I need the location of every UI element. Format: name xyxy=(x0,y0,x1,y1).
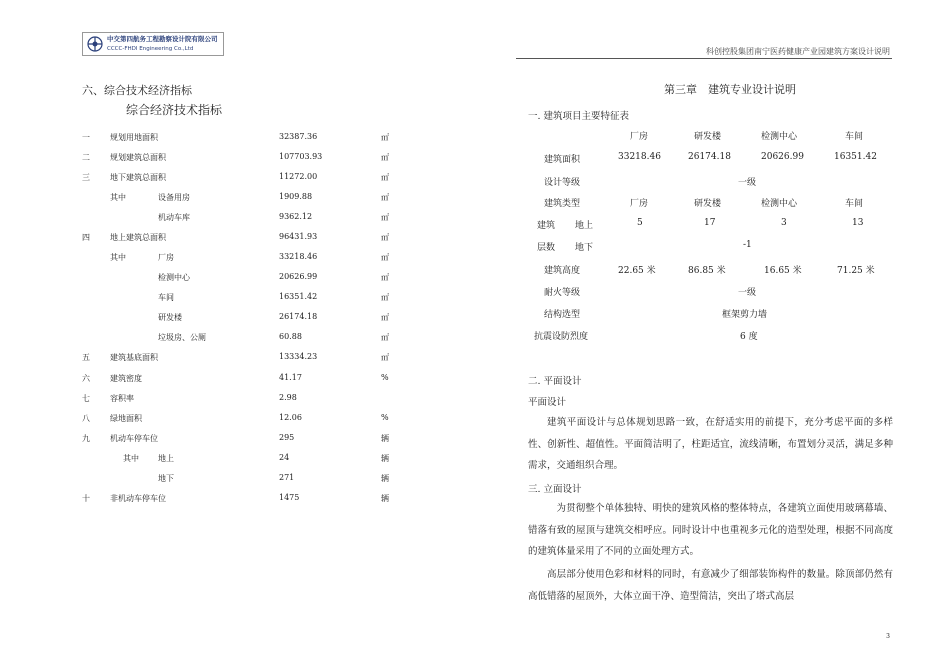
row-unit: ㎡ xyxy=(381,173,389,182)
row-value: 107703.93 xyxy=(279,152,323,161)
row-value: 96431.93 xyxy=(279,232,318,241)
row-number: 五 xyxy=(82,353,90,362)
row-value: 33218.46 xyxy=(279,252,318,261)
row-unit: ㎡ xyxy=(381,333,389,342)
elevation-paragraph-1: 为贯彻整个单体独特、明快的建筑风格的整体特点，各建筑立面使用玻璃幕墙、错落有致的屋顶与建筑交相呼应。同时设计中也重视多元化的造型处理，根据不同高度的建筑体量采用了不同的立面处理方式。 xyxy=(528,503,893,557)
table-row xyxy=(0,433,475,449)
row-name: 垃圾房、公厕 xyxy=(158,333,206,342)
cell-value: 一级 xyxy=(738,178,757,188)
row-number: 十 xyxy=(82,494,90,503)
cell-value: 研发楼 xyxy=(694,199,722,209)
table-row xyxy=(0,312,475,328)
row-value: 295 xyxy=(279,433,295,442)
row-name: 研发楼 xyxy=(158,313,182,322)
row-value: 24 xyxy=(279,453,290,462)
row-value: 12.06 xyxy=(279,413,302,422)
row-name: 机动车库 xyxy=(158,213,190,222)
table-row xyxy=(0,292,475,308)
row-label: 地上 xyxy=(575,221,594,231)
cell-value: 33218.46 xyxy=(618,152,661,162)
row-name: 地下 xyxy=(158,474,174,483)
cell-value: 71.25 米 xyxy=(837,266,875,276)
row-number: 三 xyxy=(82,173,90,182)
row-sub: 其中 xyxy=(110,253,126,262)
row-name: 地上建筑总面积 xyxy=(110,233,166,242)
row-value: 271 xyxy=(279,473,295,482)
row-unit: ㎡ xyxy=(381,273,389,282)
row-value: 2.98 xyxy=(279,393,297,402)
cell-value: 一级 xyxy=(738,288,757,298)
cell-value: -1 xyxy=(743,240,752,250)
cell-value: 86.85 米 xyxy=(688,266,726,276)
elevation-paragraph-2: 高层部分使用色彩和材料的同时，有意减少了细部装饰构件的数量。除顶部仍然有高低错落的屋顶外，大体立面干净、造型简洁，突出了塔式高层 xyxy=(528,569,893,602)
cell-value: 车间 xyxy=(845,199,864,209)
row-name: 规划建筑总面积 xyxy=(110,153,166,162)
company-logo xyxy=(82,32,224,56)
row-name: 绿地面积 xyxy=(110,414,142,423)
cell-value: 22.65 米 xyxy=(618,266,656,276)
col-header: 检测中心 xyxy=(761,132,798,142)
row-label: 层数 xyxy=(537,243,556,253)
cell-value: 16.65 米 xyxy=(764,266,802,276)
table-row xyxy=(0,192,475,208)
row-name: 容积率 xyxy=(110,394,134,403)
cell-value: 16351.42 xyxy=(834,152,877,162)
row-number: 七 xyxy=(82,394,90,403)
row-value: 41.17 xyxy=(279,373,302,382)
row-value: 60.88 xyxy=(279,332,302,341)
row-number: 二 xyxy=(82,153,90,162)
table-row xyxy=(0,473,475,489)
col-header: 车间 xyxy=(845,132,864,142)
table-row xyxy=(0,413,475,429)
table-row xyxy=(0,212,475,228)
cell-value: 13 xyxy=(852,218,864,228)
cell-value: 3 xyxy=(781,218,787,228)
row-unit: ㎡ xyxy=(381,133,389,142)
table-row xyxy=(0,453,475,469)
row-unit: % xyxy=(381,413,389,422)
page-number: 3 xyxy=(886,633,890,640)
col-header: 厂房 xyxy=(630,132,649,142)
row-unit: ㎡ xyxy=(381,233,389,242)
row-name: 检测中心 xyxy=(158,273,190,282)
table-row xyxy=(0,152,475,168)
row-number: 九 xyxy=(82,434,90,443)
row-name: 地下建筑总面积 xyxy=(110,173,166,182)
row-name: 规划用地面积 xyxy=(110,133,158,142)
logo-company-english: CCCC-FHDI Engineering Co.,Ltd xyxy=(107,46,194,52)
row-value: 1475 xyxy=(279,493,300,502)
row-unit: ㎡ xyxy=(381,253,389,262)
row-name: 设备用房 xyxy=(158,193,190,202)
row-unit: ㎡ xyxy=(381,293,389,302)
row-label: 抗震设防烈度 xyxy=(534,332,589,342)
cell-value: 26174.18 xyxy=(688,152,731,162)
row-unit: ㎡ xyxy=(381,313,389,322)
col-header: 研发楼 xyxy=(694,132,722,142)
row-name: 厂房 xyxy=(158,253,174,262)
row-unit: 辆 xyxy=(381,434,389,443)
row-number: 四 xyxy=(82,233,90,242)
section-three-title: 三. 立面设计 xyxy=(528,484,582,495)
row-label: 结构选型 xyxy=(544,310,581,320)
row-unit: 辆 xyxy=(381,494,389,503)
row-label: 建筑 xyxy=(537,221,556,231)
row-name: 车间 xyxy=(158,293,174,302)
plan-design-paragraph: 建筑平面设计与总体规划思路一致，在舒适实用的前提下，充分考虑平面的多样性、创新性、超值性。平面简洁明了，柱距适宜，流线清晰，布置划分灵活，满足多种需求，交通组织合理。 xyxy=(528,417,893,471)
row-name: 建筑密度 xyxy=(110,374,142,383)
cell-value: 6 度 xyxy=(740,332,758,342)
row-unit: 辆 xyxy=(381,454,389,463)
table-row xyxy=(0,393,475,409)
section-six-title: 六、综合技术经济指标 xyxy=(82,84,192,97)
row-number: 八 xyxy=(82,414,90,423)
row-value: 9362.12 xyxy=(279,212,313,221)
row-label: 建筑类型 xyxy=(544,199,581,209)
row-value: 13334.23 xyxy=(279,352,318,361)
cell-value: 5 xyxy=(637,218,643,228)
row-label: 耐火等级 xyxy=(544,288,581,298)
row-label: 地下 xyxy=(575,243,594,253)
table-row xyxy=(0,252,475,268)
row-value: 16351.42 xyxy=(279,292,318,301)
row-label: 建筑面积 xyxy=(544,155,581,165)
logo-emblem-icon xyxy=(87,36,103,52)
cell-value: 20626.99 xyxy=(761,152,804,162)
row-number: 一 xyxy=(82,133,90,142)
row-sub: 其中 xyxy=(110,193,126,202)
table-row xyxy=(0,332,475,348)
section-two-subtitle: 平面设计 xyxy=(528,397,567,408)
row-value: 20626.99 xyxy=(279,272,318,281)
row-label: 设计等级 xyxy=(544,178,581,188)
table-row xyxy=(0,493,475,509)
indicator-table-title: 综合经济技术指标 xyxy=(126,103,223,117)
header-divider xyxy=(516,58,892,59)
row-value: 26174.18 xyxy=(279,312,318,321)
table-row xyxy=(0,172,475,188)
table-row xyxy=(0,272,475,288)
cell-value: 检测中心 xyxy=(761,199,798,209)
section-one-title: 一. 建筑项目主要特征表 xyxy=(528,111,630,122)
table-row xyxy=(0,232,475,248)
cell-value: 厂房 xyxy=(630,199,649,209)
row-unit: ㎡ xyxy=(381,153,389,162)
cell-value: 17 xyxy=(704,218,716,228)
row-unit: 辆 xyxy=(381,474,389,483)
logo-company-name: 中交第四航务工程勘察设计院有限公司 xyxy=(107,35,218,43)
row-name: 地上 xyxy=(158,454,174,463)
row-unit: ㎡ xyxy=(381,353,389,362)
row-unit: ㎡ xyxy=(381,193,389,202)
row-label: 建筑高度 xyxy=(544,266,581,276)
row-value: 32387.36 xyxy=(279,132,318,141)
row-number: 六 xyxy=(82,374,90,383)
chapter-title: 第三章 建筑专业设计说明 xyxy=(664,83,796,96)
row-unit: % xyxy=(381,373,389,382)
document-title: 科创控股集团南宁医药健康产业园建筑方案设计说明 xyxy=(706,47,890,56)
row-name: 建筑基底面积 xyxy=(110,353,158,362)
section-two-title: 二. 平面设计 xyxy=(528,376,582,387)
table-row xyxy=(0,373,475,389)
row-name: 非机动车停车位 xyxy=(110,494,166,503)
row-value: 11272.00 xyxy=(279,172,318,181)
row-name: 机动车停车位 xyxy=(110,434,158,443)
row-unit: ㎡ xyxy=(381,213,389,222)
cell-value: 框架剪力墙 xyxy=(722,310,768,320)
row-sub: 其中 xyxy=(123,454,139,463)
table-row xyxy=(0,132,475,148)
row-value: 1909.88 xyxy=(279,192,313,201)
table-row xyxy=(0,352,475,368)
